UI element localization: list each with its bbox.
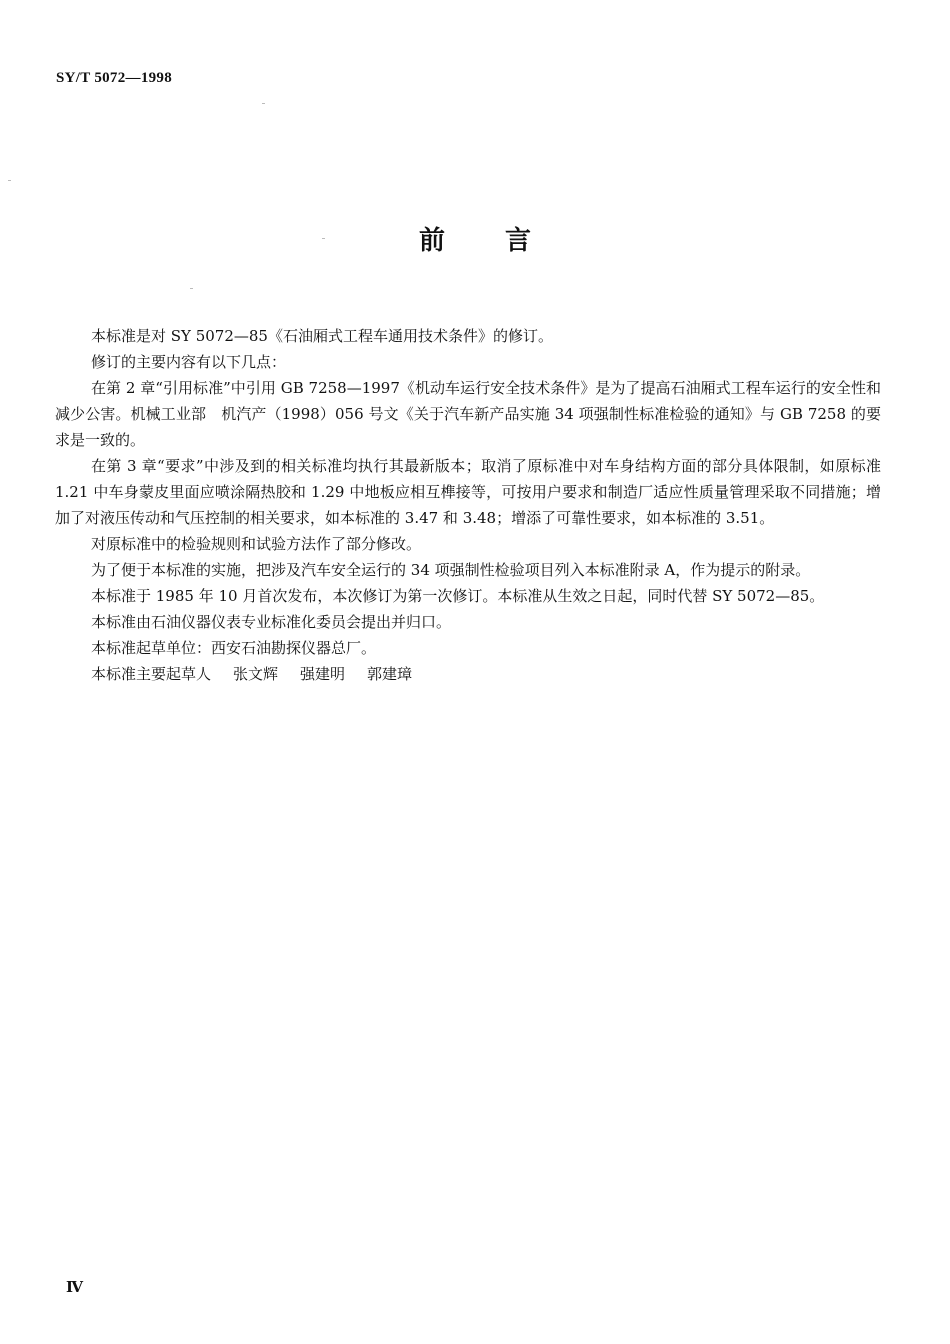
- paragraph-chapter-3-changes: 在第 3 章“要求”中涉及到的相关标准均执行其最新版本；取消了原标准中对车身结构方面的部分具体限制，如原标准 1.21 中车身蒙皮里面应喷涂隔热胶和 1.29 中地板应相互榫接等，可按用户要求和制造厂适应性质量管理采取不同措施；增加了对液压传动和气压控制的相关要求，如本标准的 3.47 和 3.48；增添了可靠性要求，如本标准的 3.51。: [55, 457, 881, 527]
- paragraph-issue-history: 本标准于 1985 年 10 月首次发布，本次修订为第一次修订。本标准从生效之日起，同时代替 SY 5072—85。: [91, 587, 825, 605]
- drafter-name: 张文辉: [233, 665, 279, 683]
- paragraph-revision-statement: 本标准是对 SY 5072—85《石油厢式工程车通用技术条件》的修订。: [91, 327, 553, 345]
- paragraph-chapter-2-changes: 在第 2 章“引用标准”中引用 GB 7258—1997《机动车运行安全技术条件》是为了提高石油厢式工程车运行的安全性和减少公害。机械工业部 机汽产（1998）056 号文《关于汽车新产品实施 34 项强制性标准检验的通知》与 GB 7258 的要求是一致的。: [55, 379, 881, 449]
- paragraph-main-changes-intro: 修订的主要内容有以下几点：: [91, 353, 287, 371]
- drafter-name: 郭建璋: [367, 665, 413, 683]
- standard-code: SY/T 5072—1998: [56, 70, 173, 86]
- scan-speck: [190, 288, 193, 289]
- paragraph-inspection-changes: 对原标准中的检验规则和试验方法作了部分修改。: [91, 535, 422, 553]
- scan-speck: [322, 238, 325, 239]
- paragraph-proposer: 本标准由石油仪器仪表专业标准化委员会提出并归口。: [91, 613, 452, 631]
- scan-speck: [262, 103, 265, 104]
- drafters-label: 本标准主要起草人: [91, 665, 212, 683]
- page-title: 前言: [418, 226, 591, 256]
- page-number: Ⅳ: [66, 1280, 84, 1296]
- drafter-name: 强建明: [300, 665, 346, 683]
- foreword-body: [55, 323, 881, 687]
- paragraph-drafters: [55, 661, 881, 687]
- scan-speck: [8, 180, 11, 181]
- paragraph-appendix-a: 为了便于本标准的实施，把涉及汽车安全运行的 34 项强制性检验项目列入本标准附录 A，作为提示的附录。: [91, 561, 811, 579]
- paragraph-drafting-unit: 本标准起草单位：西安石油勘探仪器总厂。: [91, 639, 377, 657]
